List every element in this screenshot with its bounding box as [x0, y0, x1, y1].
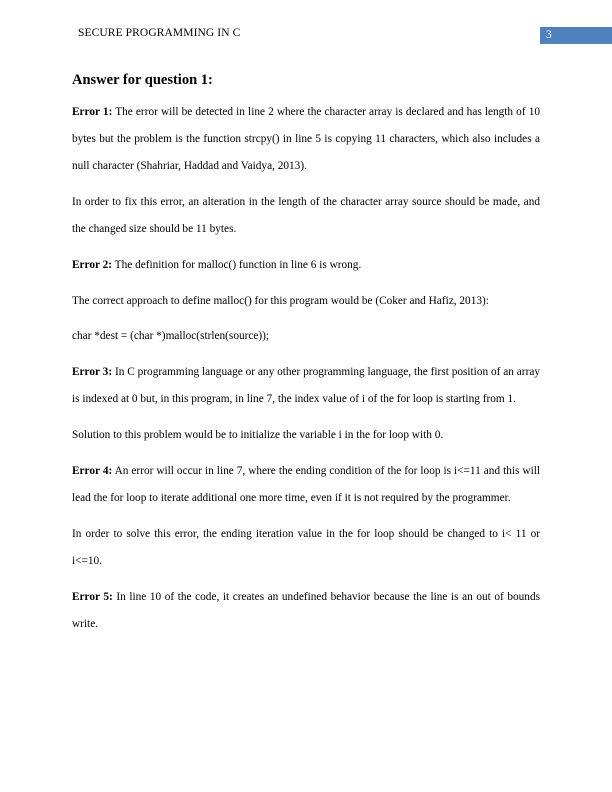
- paragraph-text: In order to solve this error, the ending iteration value in the for loop should be changed to i< 11 or i<=10.: [72, 527, 540, 567]
- paragraph-fix-3: [72, 422, 540, 449]
- paragraph-error-2: [72, 252, 540, 279]
- error-label: Error 2:: [72, 259, 113, 272]
- error-label: Error 1:: [72, 106, 113, 118]
- error-label: Error 5:: [72, 590, 113, 603]
- paragraph-text: The error will be detected in line 2 where the character array is declared and has length of 10 bytes but the problem is the function strcpy() in line 5 is copying 11 characters, which also includes a null character (Shahriar, Haddad and Vaidya, 2013).: [72, 106, 540, 173]
- document-body: [72, 70, 540, 646]
- error-label: Error 4:: [72, 464, 113, 477]
- paragraph-code-line: [72, 323, 540, 350]
- code-text: char *dest = (char *)malloc(strlen(source));: [72, 330, 270, 343]
- paragraph-error-5: [72, 584, 540, 638]
- paragraph-text: An error will occur in line 7, where the ending condition of the for loop is i<=11 and this will lead the for loop to iterate additional one more time, even if it is not required by the programmer.: [72, 464, 540, 504]
- running-header-title: SECURE PROGRAMMING IN C: [78, 27, 241, 39]
- paragraph-text: The definition for malloc() function in line 6 is wrong.: [112, 259, 362, 272]
- paragraph-fix-2: [72, 288, 540, 315]
- section-heading: Answer for question 1:: [72, 72, 213, 88]
- paragraph-text: In line 10 of the code, it creates an undefined behavior because the line is an out of bounds write.: [72, 590, 540, 630]
- paragraph-text: In order to fix this error, an alteration in the length of the character array source should be made, and the changed size should be 11 bytes.: [72, 196, 540, 236]
- page-number-badge: 3: [540, 27, 612, 44]
- paragraph-fix-1: [72, 189, 540, 243]
- paragraph-text: Solution to this problem would be to initialize the variable i in the for loop with 0.: [72, 429, 444, 442]
- paragraph-error-4: [72, 458, 540, 512]
- paragraph-error-1: [72, 99, 540, 181]
- paragraph-text: The correct approach to define malloc() for this program would be (Coker and Hafiz, 2013):: [72, 294, 489, 307]
- error-label: Error 3:: [72, 366, 113, 379]
- paragraph-fix-4: [72, 521, 540, 575]
- paragraph-error-3: [72, 359, 540, 413]
- paragraph-text: In C programming language or any other programming language, the first position of an array is indexed at 0 but, in this program, in line 7, the index value of i of the for loop is starting from 1.: [72, 366, 540, 406]
